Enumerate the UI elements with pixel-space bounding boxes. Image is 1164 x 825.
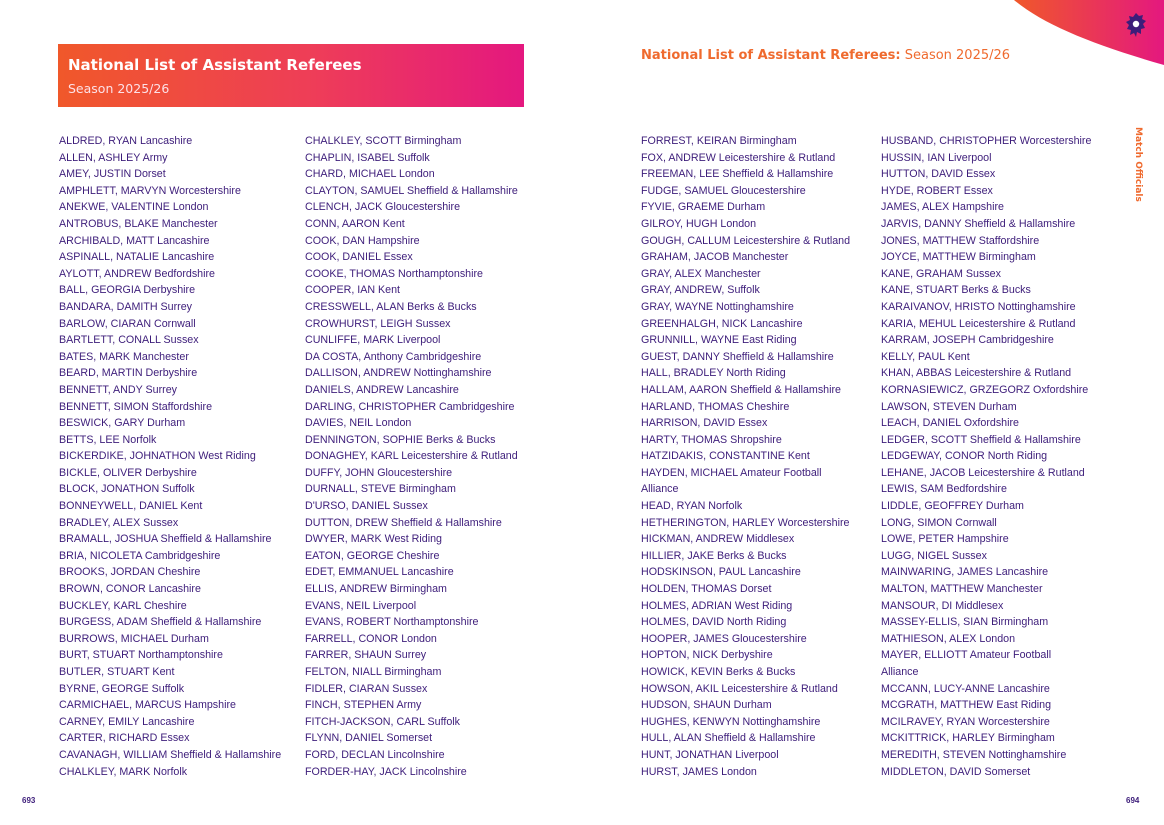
list-item: CHALKLEY, SCOTT Birmingham [305, 135, 462, 147]
list-item: BROOKS, JORDAN Cheshire [59, 566, 201, 579]
list-item: HOLMES, ADRIAN West Riding [641, 599, 793, 612]
list-item: KANE, GRAHAM Sussex [881, 267, 1001, 280]
list-item: KANE, STUART Berks & Bucks [881, 284, 1031, 297]
list-item: LOWE, PETER Hampshire [881, 533, 1009, 546]
list-item: DONAGHEY, KARL Leicestershire & Rutland [305, 450, 518, 463]
list-item: D'URSO, DANIEL Sussex [305, 500, 428, 513]
list-item: BETTS, LEE Norfolk [59, 433, 157, 446]
list-item: MALTON, MATTHEW Manchester [881, 583, 1043, 596]
list-item: CLENCH, JACK Gloucestershire [305, 201, 461, 214]
list-item: CARTER, RICHARD Essex [59, 732, 190, 745]
list-item: FARRELL, CONOR London [305, 632, 437, 645]
list-item: DUFFY, JOHN Gloucestershire [305, 466, 453, 479]
list-item: FLYNN, DANIEL Somerset [305, 732, 433, 745]
list-item: HARTY, THOMAS Shropshire [641, 433, 782, 446]
list-item: GREENHALGH, NICK Lancashire [641, 317, 803, 330]
list-item: HYDE, ROBERT Essex [881, 184, 993, 197]
list-item: CONN, AARON Kent [305, 217, 405, 230]
list-item: FIDLER, CIARAN Sussex [305, 682, 428, 695]
list-item: FUDGE, SAMUEL Gloucestershire [641, 184, 806, 197]
list-item: Alliance [641, 483, 679, 496]
list-item: ALLEN, ASHLEY Army [59, 151, 168, 164]
list-item: BENNETT, SIMON Staffordshire [59, 400, 213, 413]
list-item: FELTON, NIALL Birmingham [305, 666, 442, 678]
list-item: DENNINGTON, SOPHIE Berks & Bucks [305, 433, 496, 446]
list-item: GRUNNILL, WAYNE East Riding [641, 334, 797, 347]
list-item: BRIA, NICOLETA Cambridgeshire [59, 549, 221, 562]
list-item: COOPER, IAN Kent [305, 284, 401, 297]
list-item: AYLOTT, ANDREW Bedfordshire [59, 267, 216, 280]
list-item: KHAN, ABBAS Leicestershire & Rutland [881, 367, 1072, 380]
list-item: LONG, SIMON Cornwall [881, 516, 997, 529]
list-item: LEACH, DANIEL Oxfordshire [881, 417, 1019, 430]
list-item: MCCANN, LUCY-ANNE Lancashire [881, 682, 1050, 695]
list-item: HULL, ALAN Sheffield & Hallamshire [641, 732, 816, 745]
page-number-right: 694 [1126, 796, 1140, 805]
title-banner [58, 44, 524, 107]
list-item: CROWHURST, LEIGH Sussex [305, 317, 451, 330]
list-item: MANSOUR, DI Middlesex [881, 599, 1004, 612]
side-section-label: Match Officials [1133, 127, 1143, 202]
list-item: HETHERINGTON, HARLEY Worcestershire [641, 516, 850, 529]
list-item: HOOPER, JAMES Gloucestershire [641, 632, 807, 645]
list-item: HODSKINSON, PAUL Lancashire [641, 566, 801, 579]
banner-title: National List of Assistant Referees [68, 56, 362, 74]
list-item: ASPINALL, NATALIE Lancashire [59, 251, 215, 264]
list-item: AMPHLETT, MARVYN Worcestershire [59, 184, 241, 197]
list-item: BURROWS, MICHAEL Durham [59, 632, 209, 645]
list-item: GRAHAM, JACOB Manchester [641, 251, 789, 264]
list-item: MASSEY-ELLIS, SIAN Birmingham [881, 616, 1049, 629]
list-item: HUNT, JONATHAN Liverpool [641, 748, 779, 761]
list-item: HARLAND, THOMAS Cheshire [641, 400, 790, 413]
list-item: BARLOW, CIARAN Cornwall [59, 317, 196, 330]
list-item: GRAY, ANDREW, Suffolk [641, 284, 760, 297]
list-item: BRAMALL, JOSHUA Sheffield & Hallamshire [59, 533, 272, 546]
list-item: HALLAM, AARON Sheffield & Hallamshire [641, 383, 841, 396]
list-item: BROWN, CONOR Lancashire [59, 583, 201, 596]
list-item: CAVANAGH, WILLIAM Sheffield & Hallamshire [59, 748, 282, 761]
list-item: KORNASIEWICZ, GRZEGORZ Oxfordshire [881, 383, 1089, 396]
list-item: LEDGEWAY, CONOR North Riding [881, 450, 1048, 463]
list-item: ARCHIBALD, MATT Lancashire [59, 234, 210, 247]
list-item: BUCKLEY, KARL Cheshire [59, 599, 187, 612]
list-item: CRESSWELL, ALAN Berks & Bucks [305, 300, 477, 313]
list-item: KARIA, MEHUL Leicestershire & Rutland [881, 317, 1076, 330]
list-item: JARVIS, DANNY Sheffield & Hallamshire [881, 217, 1076, 230]
referee-list-column-4 [881, 133, 1111, 780]
list-item: HAYDEN, MICHAEL Amateur Football [641, 466, 822, 479]
list-item: CARMICHAEL, MARCUS Hampshire [59, 699, 236, 712]
list-item: BANDARA, DAMITH Surrey [59, 300, 193, 313]
list-item: BATES, MARK Manchester [59, 350, 189, 363]
list-item: LIDDLE, GEOFFREY Durham [881, 500, 1024, 513]
list-item: ALDRED, RYAN Lancashire [59, 135, 193, 147]
list-item: CUNLIFFE, MARK Liverpool [305, 334, 441, 347]
list-item: EATON, GEORGE Cheshire [305, 549, 440, 562]
list-item: JOYCE, MATTHEW Birmingham [881, 251, 1036, 264]
list-item: CHAPLIN, ISABEL Suffolk [305, 151, 430, 164]
referee-list-column-3 [641, 133, 873, 780]
list-item: GRAY, WAYNE Nottinghamshire [641, 300, 794, 313]
list-item: ANEKWE, VALENTINE London [59, 201, 209, 214]
list-item: JAMES, ALEX Hampshire [881, 201, 1004, 214]
list-item: DAVIES, NEIL London [305, 417, 412, 430]
list-item: ELLIS, ANDREW Birmingham [305, 583, 447, 596]
list-item: MEREDITH, STEVEN Nottinghamshire [881, 748, 1067, 761]
list-item: AMEY, JUSTIN Dorset [59, 168, 166, 181]
list-item: BICKERDIKE, JOHNATHON West Riding [59, 450, 256, 463]
list-item: HUSBAND, CHRISTOPHER Worcestershire [881, 135, 1092, 147]
list-item: DWYER, MARK West Riding [305, 533, 442, 546]
list-item: MAYER, ELLIOTT Amateur Football [881, 649, 1052, 662]
list-item: DALLISON, ANDREW Nottinghamshire [305, 367, 492, 380]
list-item: COOKE, THOMAS Northamptonshire [305, 267, 483, 280]
list-item: LAWSON, STEVEN Durham [881, 400, 1017, 413]
list-item: FITCH-JACKSON, CARL Suffolk [305, 715, 460, 728]
list-item: HUTTON, DAVID Essex [881, 168, 996, 181]
list-item: BYRNE, GEORGE Suffolk [59, 682, 185, 695]
list-item: HALL, BRADLEY North Riding [641, 367, 786, 380]
list-item: MIDDLETON, DAVID Somerset [881, 765, 1031, 778]
list-item: BEARD, MARTIN Derbyshire [59, 367, 198, 380]
list-item: HOPTON, NICK Derbyshire [641, 649, 773, 662]
list-item: HEAD, RYAN Norfolk [641, 500, 743, 513]
list-item: CHALKLEY, MARK Norfolk [59, 765, 188, 778]
list-item: EVANS, NEIL Liverpool [305, 599, 417, 612]
list-item: GILROY, HUGH London [641, 217, 757, 230]
list-item: FINCH, STEPHEN Army [305, 699, 422, 712]
list-item: LEWIS, SAM Bedfordshire [881, 483, 1007, 496]
list-item: FORD, DECLAN Lincolnshire [305, 748, 445, 761]
list-item: Alliance [881, 666, 919, 678]
list-item: HOWICK, KEVIN Berks & Bucks [641, 666, 796, 678]
list-item: HURST, JAMES London [641, 765, 757, 778]
list-item: FREEMAN, LEE Sheffield & Hallamshire [641, 168, 834, 181]
list-item: FOX, ANDREW Leicestershire & Rutland [641, 151, 836, 164]
right-header-title: National List of Assistant Referees: [641, 48, 901, 63]
list-item: JONES, MATTHEW Staffordshire [881, 234, 1040, 247]
list-item: GRAY, ALEX Manchester [641, 267, 761, 280]
list-item: GOUGH, CALLUM Leicestershire & Rutland [641, 234, 851, 247]
list-item: MAINWARING, JAMES Lancashire [881, 566, 1049, 579]
list-item: KARRAM, JOSEPH Cambridgeshire [881, 334, 1054, 347]
list-item: FORREST, KEIRAN Birmingham [641, 135, 797, 147]
list-item: BRADLEY, ALEX Sussex [59, 516, 179, 529]
list-item: MATHIESON, ALEX London [881, 632, 1016, 645]
list-item: BARTLETT, CONALL Sussex [59, 334, 199, 347]
list-item: BALL, GEORGIA Derbyshire [59, 284, 196, 297]
list-item: BURT, STUART Northamptonshire [59, 649, 223, 662]
list-item: BURGESS, ADAM Sheffield & Hallamshire [59, 616, 262, 629]
list-item: MCGRATH, MATTHEW East Riding [881, 699, 1052, 712]
list-item: BLOCK, JONATHON Suffolk [59, 483, 195, 496]
list-item: GUEST, DANNY Sheffield & Hallamshire [641, 350, 834, 363]
list-item: BESWICK, GARY Durham [59, 417, 186, 430]
list-item: DA COSTA, Anthony Cambridgeshire [305, 350, 482, 363]
list-item: COOK, DAN Hampshire [305, 234, 420, 247]
list-item: CLAYTON, SAMUEL Sheffield & Hallamshire [305, 184, 518, 197]
list-item: LEDGER, SCOTT Sheffield & Hallamshire [881, 433, 1081, 446]
list-item: HUSSIN, IAN Liverpool [881, 151, 992, 164]
list-item: FORDER-HAY, JACK Lincolnshire [305, 765, 467, 778]
list-item: LUGG, NIGEL Sussex [881, 549, 987, 562]
list-item: HILLIER, JAKE Berks & Bucks [641, 549, 787, 562]
right-page-header [641, 48, 1010, 63]
list-item: LEHANE, JACOB Leicestershire & Rutland [881, 466, 1085, 479]
list-item: HOWSON, AKIL Leicestershire & Rutland [641, 682, 838, 695]
banner-subtitle: Season 2025/26 [68, 81, 170, 96]
list-item: COOK, DANIEL Essex [305, 251, 413, 264]
referee-list-column-1 [59, 133, 301, 780]
list-item: DURNALL, STEVE Birmingham [305, 483, 456, 496]
referee-list-column-2 [305, 133, 555, 780]
list-item: EVANS, ROBERT Northamptonshire [305, 616, 479, 629]
list-item: KELLY, PAUL Kent [881, 350, 970, 363]
right-header-season: Season 2025/26 [900, 48, 1011, 63]
list-item: HATZIDAKIS, CONSTANTINE Kent [641, 450, 810, 463]
list-item: DANIELS, ANDREW Lancashire [305, 383, 459, 396]
list-item: DARLING, CHRISTOPHER Cambridgeshire [305, 400, 515, 413]
list-item: HUGHES, KENWYN Nottinghamshire [641, 715, 821, 728]
list-item: BICKLE, OLIVER Derbyshire [59, 466, 197, 479]
list-item: DUTTON, DREW Sheffield & Hallamshire [305, 516, 502, 529]
list-item: EDET, EMMANUEL Lancashire [305, 566, 454, 579]
list-item: FARRER, SHAUN Surrey [305, 649, 427, 662]
list-item: HICKMAN, ANDREW Middlesex [641, 533, 795, 546]
list-item: MCKITTRICK, HARLEY Birmingham [881, 732, 1055, 745]
list-item: FYVIE, GRAEME Durham [641, 201, 766, 214]
list-item: MCILRAVEY, RYAN Worcestershire [881, 715, 1050, 728]
list-item: HARRISON, DAVID Essex [641, 417, 768, 430]
premier-league-lion-icon [1124, 12, 1148, 42]
list-item: KARAIVANOV, HRISTO Nottinghamshire [881, 300, 1076, 313]
list-item: HOLDEN, THOMAS Dorset [641, 583, 772, 596]
list-item: BUTLER, STUART Kent [59, 666, 175, 678]
list-item: HUDSON, SHAUN Durham [641, 699, 772, 712]
page-number-left: 693 [22, 796, 36, 805]
list-item: CHARD, MICHAEL London [305, 168, 435, 181]
list-item: BONNEYWELL, DANIEL Kent [59, 500, 203, 513]
list-item: CARNEY, EMILY Lancashire [59, 715, 195, 728]
list-item: BENNETT, ANDY Surrey [59, 383, 177, 396]
list-item: HOLMES, DAVID North Riding [641, 616, 787, 629]
list-item: ANTROBUS, BLAKE Manchester [59, 217, 218, 230]
